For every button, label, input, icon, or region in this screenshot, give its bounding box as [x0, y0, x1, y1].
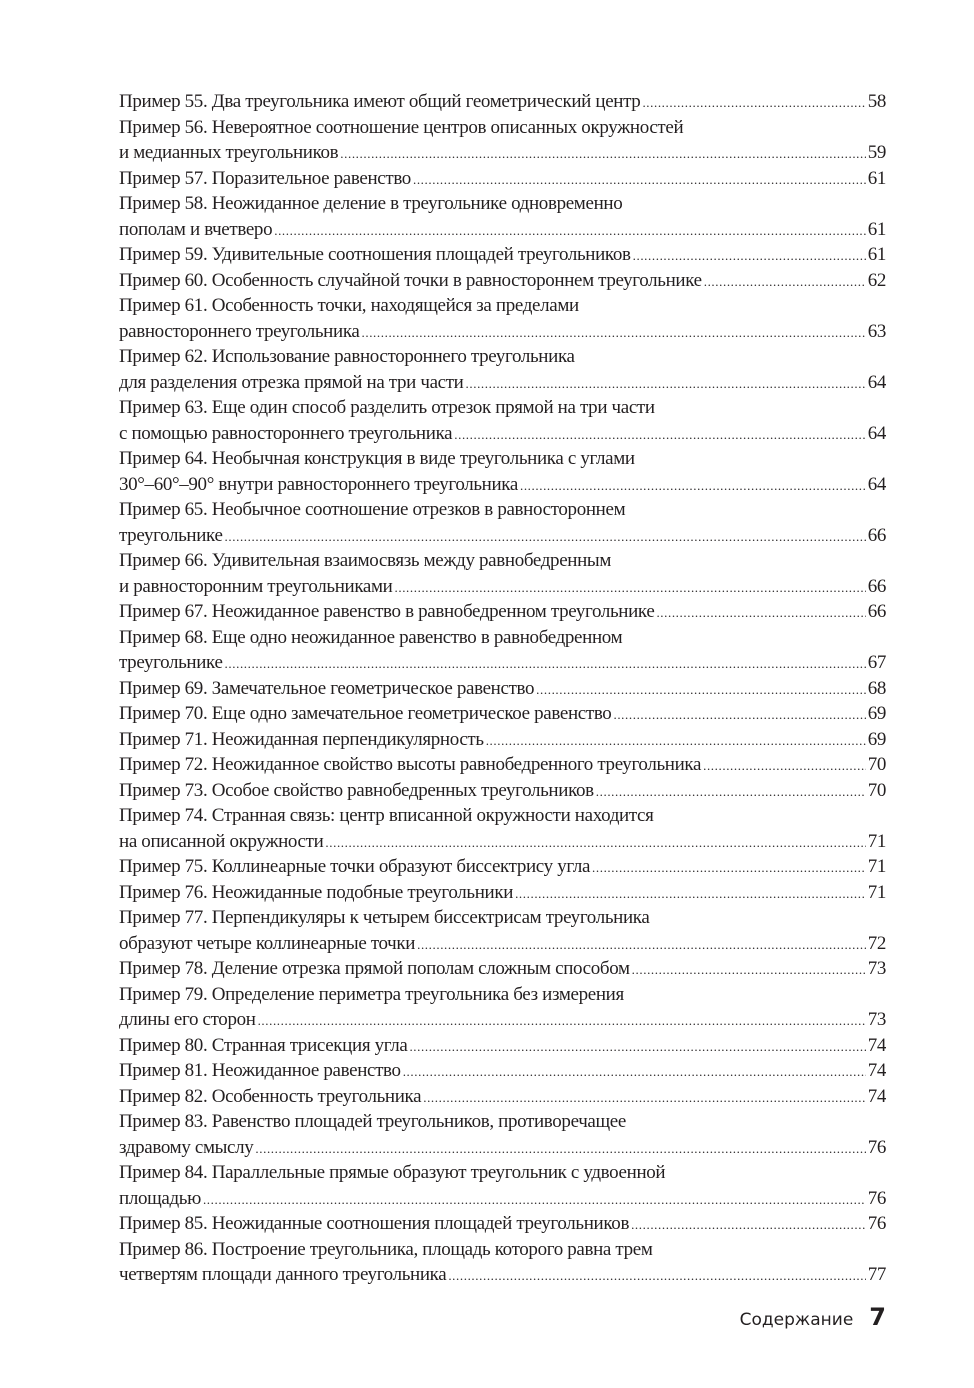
- toc-entry-title: 30°–60°–90° внутри равностороннего треугольника: [119, 473, 518, 495]
- dot-leader: [395, 575, 866, 600]
- toc-entry[interactable]: [119, 1160, 886, 1211]
- dot-leader: [656, 600, 865, 625]
- toc-entry[interactable]: [119, 956, 886, 982]
- toc-entry-title: Пример 56. Невероятное соотношение центров описанных окружностей: [119, 116, 684, 138]
- toc-entry-line: [119, 905, 886, 931]
- toc-entry-title: Пример 58. Неожиданное деление в треугольнике одновременно: [119, 193, 623, 214]
- toc-entry-line: [119, 191, 886, 217]
- toc-entry-line: [119, 1186, 886, 1212]
- toc-entry-title: Пример 76. Неожиданные подобные треугольники: [119, 881, 514, 903]
- toc-entry-title: здравому смыслу: [119, 1136, 254, 1158]
- toc-entry[interactable]: [119, 905, 886, 956]
- dot-leader: [340, 141, 865, 166]
- toc-entry[interactable]: [119, 293, 886, 344]
- toc-page-number: 71: [867, 830, 886, 852]
- toc-entry-line: [119, 395, 886, 421]
- dot-leader: [258, 1008, 866, 1033]
- toc-entry-line: [119, 421, 886, 447]
- toc-entry-line: [119, 344, 886, 370]
- toc-entry-line: [119, 1109, 886, 1135]
- toc-page-number: 66: [867, 524, 886, 546]
- toc-page-number: 67: [867, 652, 886, 673]
- toc-entry-title: Пример 71. Неожиданная перпендикулярность: [119, 728, 484, 750]
- toc-entry[interactable]: [119, 497, 886, 548]
- toc-entry-line: [119, 650, 886, 676]
- toc-entry-line: [119, 89, 886, 115]
- toc-entry-title: площадью: [119, 1187, 201, 1209]
- toc-page-number: 61: [867, 218, 886, 240]
- toc-entry[interactable]: [119, 701, 886, 727]
- toc-entry-line: [119, 625, 886, 651]
- toc-entry-line: [119, 242, 886, 268]
- dot-leader: [633, 243, 866, 268]
- toc-entry[interactable]: [119, 1033, 886, 1059]
- toc-entry[interactable]: [119, 676, 886, 702]
- toc-entry-title: Пример 81. Неожиданное равенство: [119, 1060, 401, 1081]
- dot-leader: [454, 422, 865, 447]
- toc-entry-title: Пример 65. Необычное соотношение отрезков в равностороннем: [119, 499, 626, 520]
- toc-entry-title: Пример 80. Странная трисекция угла: [119, 1034, 408, 1056]
- toc-entry-line: [119, 1084, 886, 1110]
- toc-entry[interactable]: [119, 446, 886, 497]
- toc-entry[interactable]: [119, 1109, 886, 1160]
- toc-entry[interactable]: [119, 395, 886, 446]
- toc-entry-line: [119, 701, 886, 727]
- toc-entry-title: Пример 70. Еще одно замечательное геометрическое равенство: [119, 703, 612, 724]
- toc-page-number: 63: [867, 320, 886, 342]
- toc-entry-title: Пример 75. Коллинеарные точки образуют биссектрису угла: [119, 856, 591, 877]
- toc-page-number: 74: [867, 1060, 886, 1081]
- toc-page-number: 76: [867, 1213, 886, 1234]
- toc-entry-title: пополам и вчетверо: [119, 218, 273, 240]
- toc-entry-title: Пример 62. Использование равностороннего треугольника: [119, 346, 575, 367]
- toc-entry[interactable]: [119, 752, 886, 778]
- running-section-title: Содержание: [739, 1310, 854, 1330]
- toc-page-number: 66: [867, 575, 886, 597]
- dot-leader: [592, 855, 866, 880]
- toc-entry-line: [119, 1058, 886, 1084]
- toc-entry-title: Пример 61. Особенность точки, находящейся за пределами: [119, 295, 579, 316]
- toc-entry-title: Пример 63. Еще один способ разделить отрезок прямой на три части: [119, 397, 655, 418]
- toc-entry-line: [119, 548, 886, 574]
- page-number: 7: [869, 1303, 886, 1331]
- toc-entry-title: Пример 78. Деление отрезка прямой пополам сложным способом: [119, 958, 630, 979]
- toc-entry-line: [119, 140, 886, 166]
- dot-leader: [423, 1085, 865, 1110]
- toc-page-number: 64: [867, 422, 886, 444]
- toc-entry[interactable]: [119, 625, 886, 676]
- toc-entry-line: [119, 1211, 886, 1237]
- toc-entry-title: Пример 55. Два треугольника имеют общий геометрический центр: [119, 91, 641, 112]
- toc-entry[interactable]: [119, 803, 886, 854]
- toc-entry-line: [119, 982, 886, 1008]
- toc-entry-title: для разделения отрезка прямой на три части: [119, 371, 464, 393]
- toc-page-number: 69: [867, 728, 886, 750]
- toc-entry-line: [119, 472, 886, 498]
- toc-entry[interactable]: [119, 344, 886, 395]
- dot-leader: [203, 1187, 866, 1212]
- dot-leader: [448, 1263, 865, 1288]
- toc-entry-title: Пример 82. Особенность треугольника: [119, 1085, 422, 1107]
- toc-entry-line: [119, 523, 886, 549]
- dot-leader: [704, 269, 866, 294]
- toc-entry-title: Пример 64. Необычная конструкция в виде треугольника с углами: [119, 448, 635, 469]
- toc-page-number: 76: [867, 1136, 886, 1158]
- toc-entry-line: [119, 1160, 886, 1186]
- toc-entry-title: Пример 67. Неожиданное равенство в равнобедренном треугольнике: [119, 601, 655, 622]
- dot-leader: [632, 957, 866, 982]
- toc-entry-title: на описанной окружности: [119, 830, 324, 852]
- table-of-contents: [119, 89, 886, 1288]
- toc-entry[interactable]: [119, 242, 886, 268]
- toc-entry-title: Пример 85. Неожиданные соотношения площадей треугольников: [119, 1213, 630, 1234]
- toc-page-number: 59: [867, 142, 886, 163]
- toc-entry-line: [119, 854, 886, 880]
- toc-page-number: 66: [867, 601, 886, 622]
- toc-entry[interactable]: [119, 1237, 886, 1288]
- toc-entry-line: [119, 446, 886, 472]
- toc-entry-title: треугольнике: [119, 652, 223, 673]
- toc-entry-line: [119, 370, 886, 396]
- toc-entry[interactable]: [119, 599, 886, 625]
- toc-page-number: 73: [867, 958, 886, 979]
- toc-entry-line: [119, 752, 886, 778]
- toc-entry[interactable]: [119, 778, 886, 804]
- dot-leader: [642, 90, 865, 115]
- dot-leader: [515, 881, 866, 906]
- toc-entry-line: [119, 1007, 886, 1033]
- toc-entry-title: Пример 73. Особое свойство равнобедренных треугольников: [119, 779, 594, 801]
- toc-entry-line: [119, 956, 886, 982]
- toc-page-number: 70: [867, 754, 886, 775]
- dot-leader: [596, 779, 866, 804]
- toc-entry-title: равностороннего треугольника: [119, 320, 360, 342]
- toc-entry[interactable]: [119, 982, 886, 1033]
- toc-entry-title: Пример 57. Поразительное равенство: [119, 167, 411, 189]
- toc-entry-title: и равносторонним треугольниками: [119, 575, 393, 597]
- toc-entry-line: [119, 574, 886, 600]
- dot-leader: [703, 753, 866, 778]
- toc-page-number: 68: [867, 677, 886, 699]
- toc-entry-line: [119, 880, 886, 906]
- dot-leader: [613, 702, 865, 727]
- toc-entry[interactable]: [119, 727, 886, 753]
- toc-page-number: 62: [867, 269, 886, 291]
- toc-entry-line: [119, 293, 886, 319]
- toc-entry-title: Пример 69. Замечательное геометрическое равенство: [119, 677, 535, 699]
- toc-page-number: 74: [867, 1034, 886, 1056]
- toc-entry-line: [119, 931, 886, 957]
- toc-page-number: 69: [867, 703, 886, 724]
- toc-entry-line: [119, 497, 886, 523]
- toc-entry-title: треугольнике: [119, 524, 223, 546]
- page-footer: [740, 1303, 886, 1331]
- toc-entry-title: Пример 72. Неожиданное свойство высоты равнобедренного треугольника: [119, 754, 702, 775]
- toc-entry-line: [119, 268, 886, 294]
- toc-entry-title: Пример 60. Особенность случайной точки в равностороннем треугольнике: [119, 269, 702, 291]
- toc-entry[interactable]: [119, 1058, 886, 1084]
- toc-entry-title: и медианных треугольников: [119, 142, 339, 163]
- toc-entry[interactable]: [119, 166, 886, 192]
- toc-page-number: 72: [867, 932, 886, 954]
- toc-entry-line: [119, 829, 886, 855]
- toc-entry-line: [119, 115, 886, 141]
- dot-leader: [409, 1034, 865, 1059]
- dot-leader: [486, 728, 866, 753]
- toc-entry-line: [119, 599, 886, 625]
- toc-page-number: 77: [867, 1264, 886, 1285]
- toc-entry-line: [119, 166, 886, 192]
- toc-page-number: 73: [867, 1009, 886, 1030]
- toc-entry-title: Пример 74. Странная связь: центр вписанной окружности находится: [119, 805, 654, 826]
- dot-leader: [631, 1212, 866, 1237]
- dot-leader: [225, 524, 866, 549]
- toc-entry[interactable]: [119, 115, 886, 166]
- toc-entry-line: [119, 1135, 886, 1161]
- toc-page-number: 71: [867, 881, 886, 903]
- dot-leader: [362, 320, 866, 345]
- toc-entry-title: Пример 83. Равенство площадей треугольников, противоречащее: [119, 1111, 626, 1132]
- toc-entry-line: [119, 1033, 886, 1059]
- toc-page-number: 71: [867, 856, 886, 877]
- dot-leader: [417, 932, 866, 957]
- toc-entry[interactable]: [119, 1211, 886, 1237]
- toc-entry-title: Пример 86. Построение треугольника, площадь которого равна трем: [119, 1238, 653, 1260]
- toc-entry-line: [119, 319, 886, 345]
- toc-page-number: 64: [867, 371, 886, 393]
- toc-entry-title: с помощью равностороннего треугольника: [119, 422, 453, 444]
- toc-page-number: 58: [867, 91, 886, 112]
- dot-leader: [536, 677, 866, 702]
- toc-entry[interactable]: [119, 548, 886, 599]
- dot-leader: [225, 651, 866, 676]
- dot-leader: [466, 371, 866, 396]
- toc-page-number: 61: [867, 167, 886, 189]
- toc-entry-title: образуют четыре коллинеарные точки: [119, 932, 416, 954]
- dot-leader: [413, 167, 866, 192]
- toc-entry[interactable]: [119, 1084, 886, 1110]
- toc-entry-title: Пример 84. Параллельные прямые образуют треугольник с удвоенной: [119, 1162, 666, 1183]
- toc-page-number: 61: [867, 244, 886, 265]
- toc-entry-line: [119, 217, 886, 243]
- dot-leader: [274, 218, 865, 243]
- toc-page-number: 64: [867, 473, 886, 495]
- toc-entry-line: [119, 676, 886, 702]
- toc-entry-title: четвертям площади данного треугольника: [119, 1264, 447, 1285]
- toc-entry[interactable]: [119, 880, 886, 906]
- dot-leader: [325, 830, 865, 855]
- toc-page-number: 70: [867, 779, 886, 801]
- toc-entry-title: Пример 79. Определение периметра треугольника без измерения: [119, 983, 624, 1005]
- toc-entry-line: [119, 1237, 886, 1263]
- toc-entry[interactable]: [119, 191, 886, 242]
- dot-leader: [255, 1136, 865, 1161]
- toc-entry[interactable]: [119, 854, 886, 880]
- toc-entry[interactable]: [119, 89, 886, 115]
- toc-entry-title: Пример 77. Перпендикуляры к четырем биссектрисам треугольника: [119, 907, 650, 928]
- toc-entry-line: [119, 778, 886, 804]
- toc-entry-line: [119, 727, 886, 753]
- toc-entry-title: Пример 59. Удивительные соотношения площадей треугольников: [119, 244, 631, 265]
- toc-entry-title: Пример 68. Еще одно неожиданное равенство в равнобедренном: [119, 626, 623, 648]
- dot-leader: [403, 1059, 866, 1084]
- toc-entry-line: [119, 803, 886, 829]
- toc-page-number: 74: [867, 1085, 886, 1107]
- toc-entry-title: длины его сторон: [119, 1009, 256, 1030]
- toc-entry-line: [119, 1262, 886, 1288]
- dot-leader: [520, 473, 866, 498]
- toc-page-number: 76: [867, 1187, 886, 1209]
- toc-entry[interactable]: [119, 268, 886, 294]
- toc-entry-title: Пример 66. Удивительная взаимосвязь между равнобедренным: [119, 550, 612, 571]
